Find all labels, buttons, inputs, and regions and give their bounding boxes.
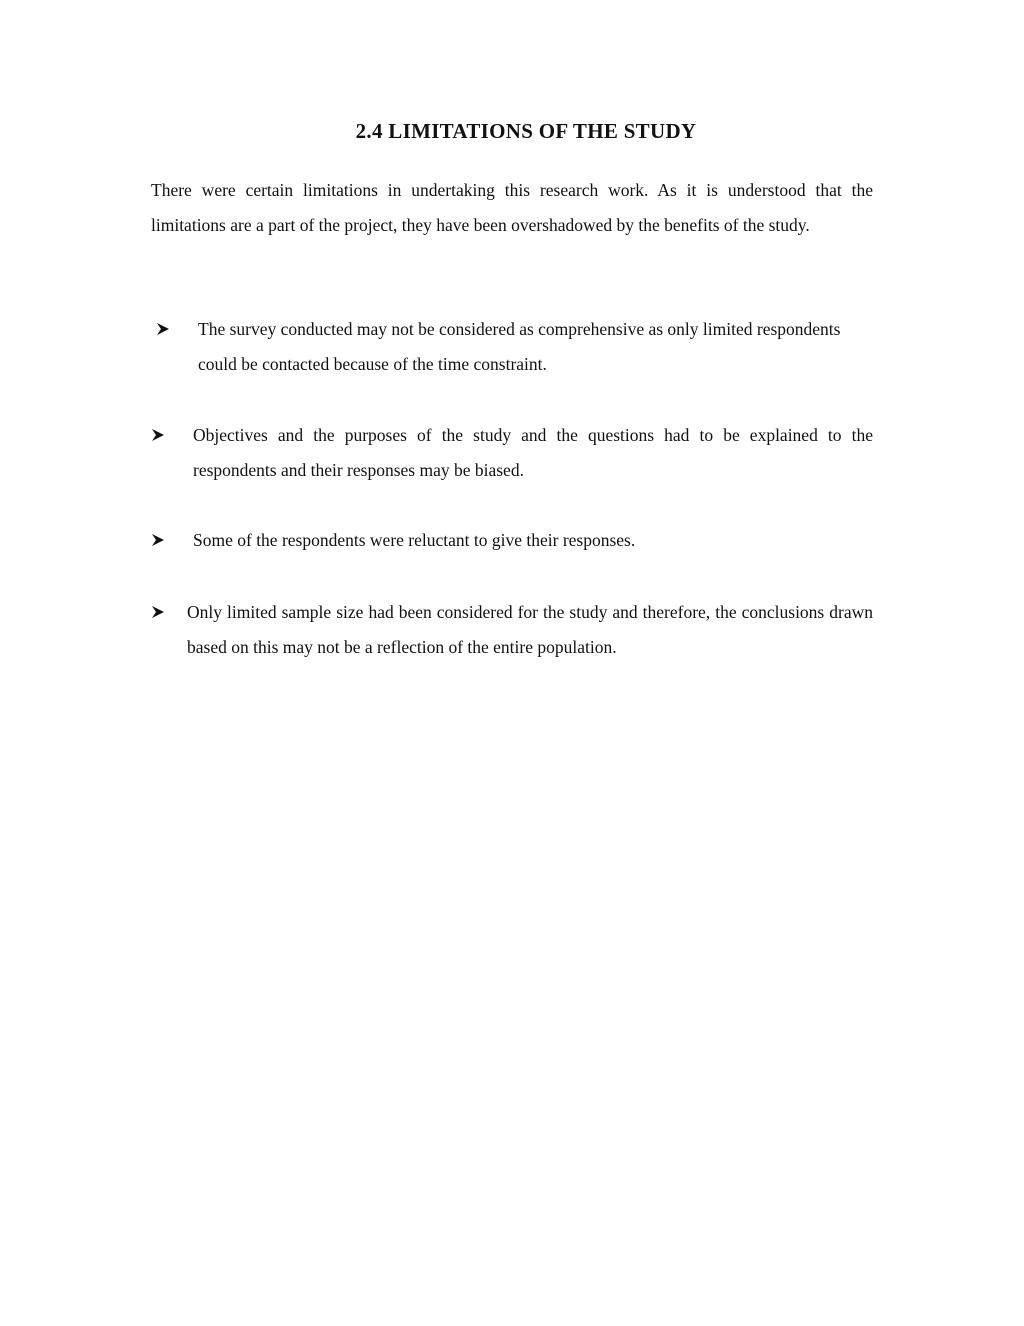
arrowhead-bullet-icon bbox=[151, 605, 165, 619]
list-item bbox=[151, 312, 873, 381]
arrowhead-bullet-icon bbox=[151, 533, 165, 547]
section-heading: 2.4 LIMITATIONS OF THE STUDY bbox=[355, 119, 697, 143]
list-item bbox=[151, 523, 873, 558]
list-item bbox=[151, 595, 873, 664]
list-item-text: Only limited sample size had been considered for the study and therefore, the conclusions drawn based on this may not be a reflection of the entire population. bbox=[187, 602, 873, 657]
list-item-text: Some of the respondents were reluctant to give their responses. bbox=[193, 530, 636, 550]
list-item bbox=[151, 418, 873, 487]
arrowhead-bullet-icon bbox=[151, 428, 165, 442]
list-item-text: The survey conducted may not be considered as comprehensive as only limited respondents could be contacted because of the time constraint. bbox=[198, 319, 841, 374]
intro-paragraph: There were certain limitations in undertaking this research work. As it is understood that the limitations are a part of the project, they have been overshadowed by the benefits of the study. bbox=[151, 180, 873, 235]
arrowhead-bullet-icon bbox=[156, 322, 170, 336]
list-item-text: Objectives and the purposes of the study and the questions had to be explained to the respondents and their responses may be biased. bbox=[193, 425, 873, 480]
